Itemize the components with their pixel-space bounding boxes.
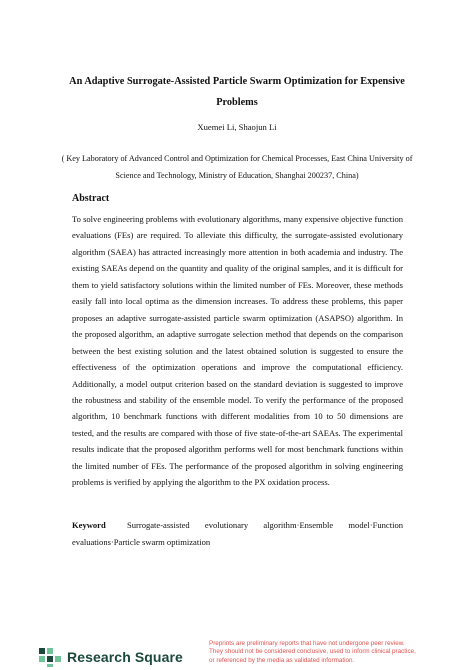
- paper-authors: Xuemei Li, Shaojun Li: [197, 122, 277, 132]
- disclaimer-line: They should not be considered conclusive, used to inform clinical practice,: [209, 648, 416, 656]
- abstract-heading: Abstract: [72, 193, 110, 204]
- disclaimer-line: Preprints are preliminary reports that have not undergone peer review.: [209, 640, 405, 647]
- keyword-label: Keyword: [72, 520, 106, 530]
- keywords-section: [72, 517, 403, 551]
- preprint-disclaimer: [209, 640, 469, 665]
- abstract-text: To solve engineering problems with evolutionary algorithms, many expensive objective function evaluations (FEs) are required. To alleviate this difficulty, the surrogate-assisted evolutionary algorithm (SAEA) has attracted increasingly more attention in both academia and industry. The existing SAEAs depend on the quantity and quality of the original samples, and it is difficult for them to yield satisfactory solutions within the limited number of FEs. Moreover, these methods easily fall into local optima as the dimension increases. To address these problems, this paper proposes an adaptive surrogate-assisted particle swarm optimization (ASAPSO) algorithm. In the proposed algorithm, an adaptive surrogate selection method that depends on the comparison between the best existing solution and the latest obtained solution is suggested to ensure the effectiveness of the optimization operations and improve the computational efficiency. Additionally, a model output criterion based on the standard deviation is suggested to improve the robustness and stability of the ensemble model. To verify the performance of the proposed algorithm, 10 benchmark functions with different modalities from 10 to 50 dimensions are tested, and the results are compared with those of five state-of-the-art SAEAs. The experimental results indicate that the proposed algorithm performs well for most benchmark functions within the limited number of FEs. The performance of the proposed algorithm in solving engineering problems is verified by applying the algorithm to the PX oxidation process.: [72, 214, 403, 488]
- paper-title: An Adaptive Surrogate-Assisted Particle Swarm Optimization for Expensive Problems: [69, 76, 405, 108]
- disclaimer-line: or referenced by the media as validated information.: [209, 656, 355, 664]
- keywords-text: Surrogate-assisted evolutionary algorithm·Ensemble model·Function evaluations·Particle swarm optimization: [72, 520, 403, 547]
- research-square-icon: [38, 647, 62, 667]
- brand-name: Research Square: [67, 649, 183, 665]
- research-square-logo: [38, 645, 183, 669]
- author-affiliation: ( Key Laboratory of Advanced Control and Optimization for Chemical Processes, East China University of Science and Technology, Ministry of Education, Shanghai 200237, China): [61, 154, 413, 180]
